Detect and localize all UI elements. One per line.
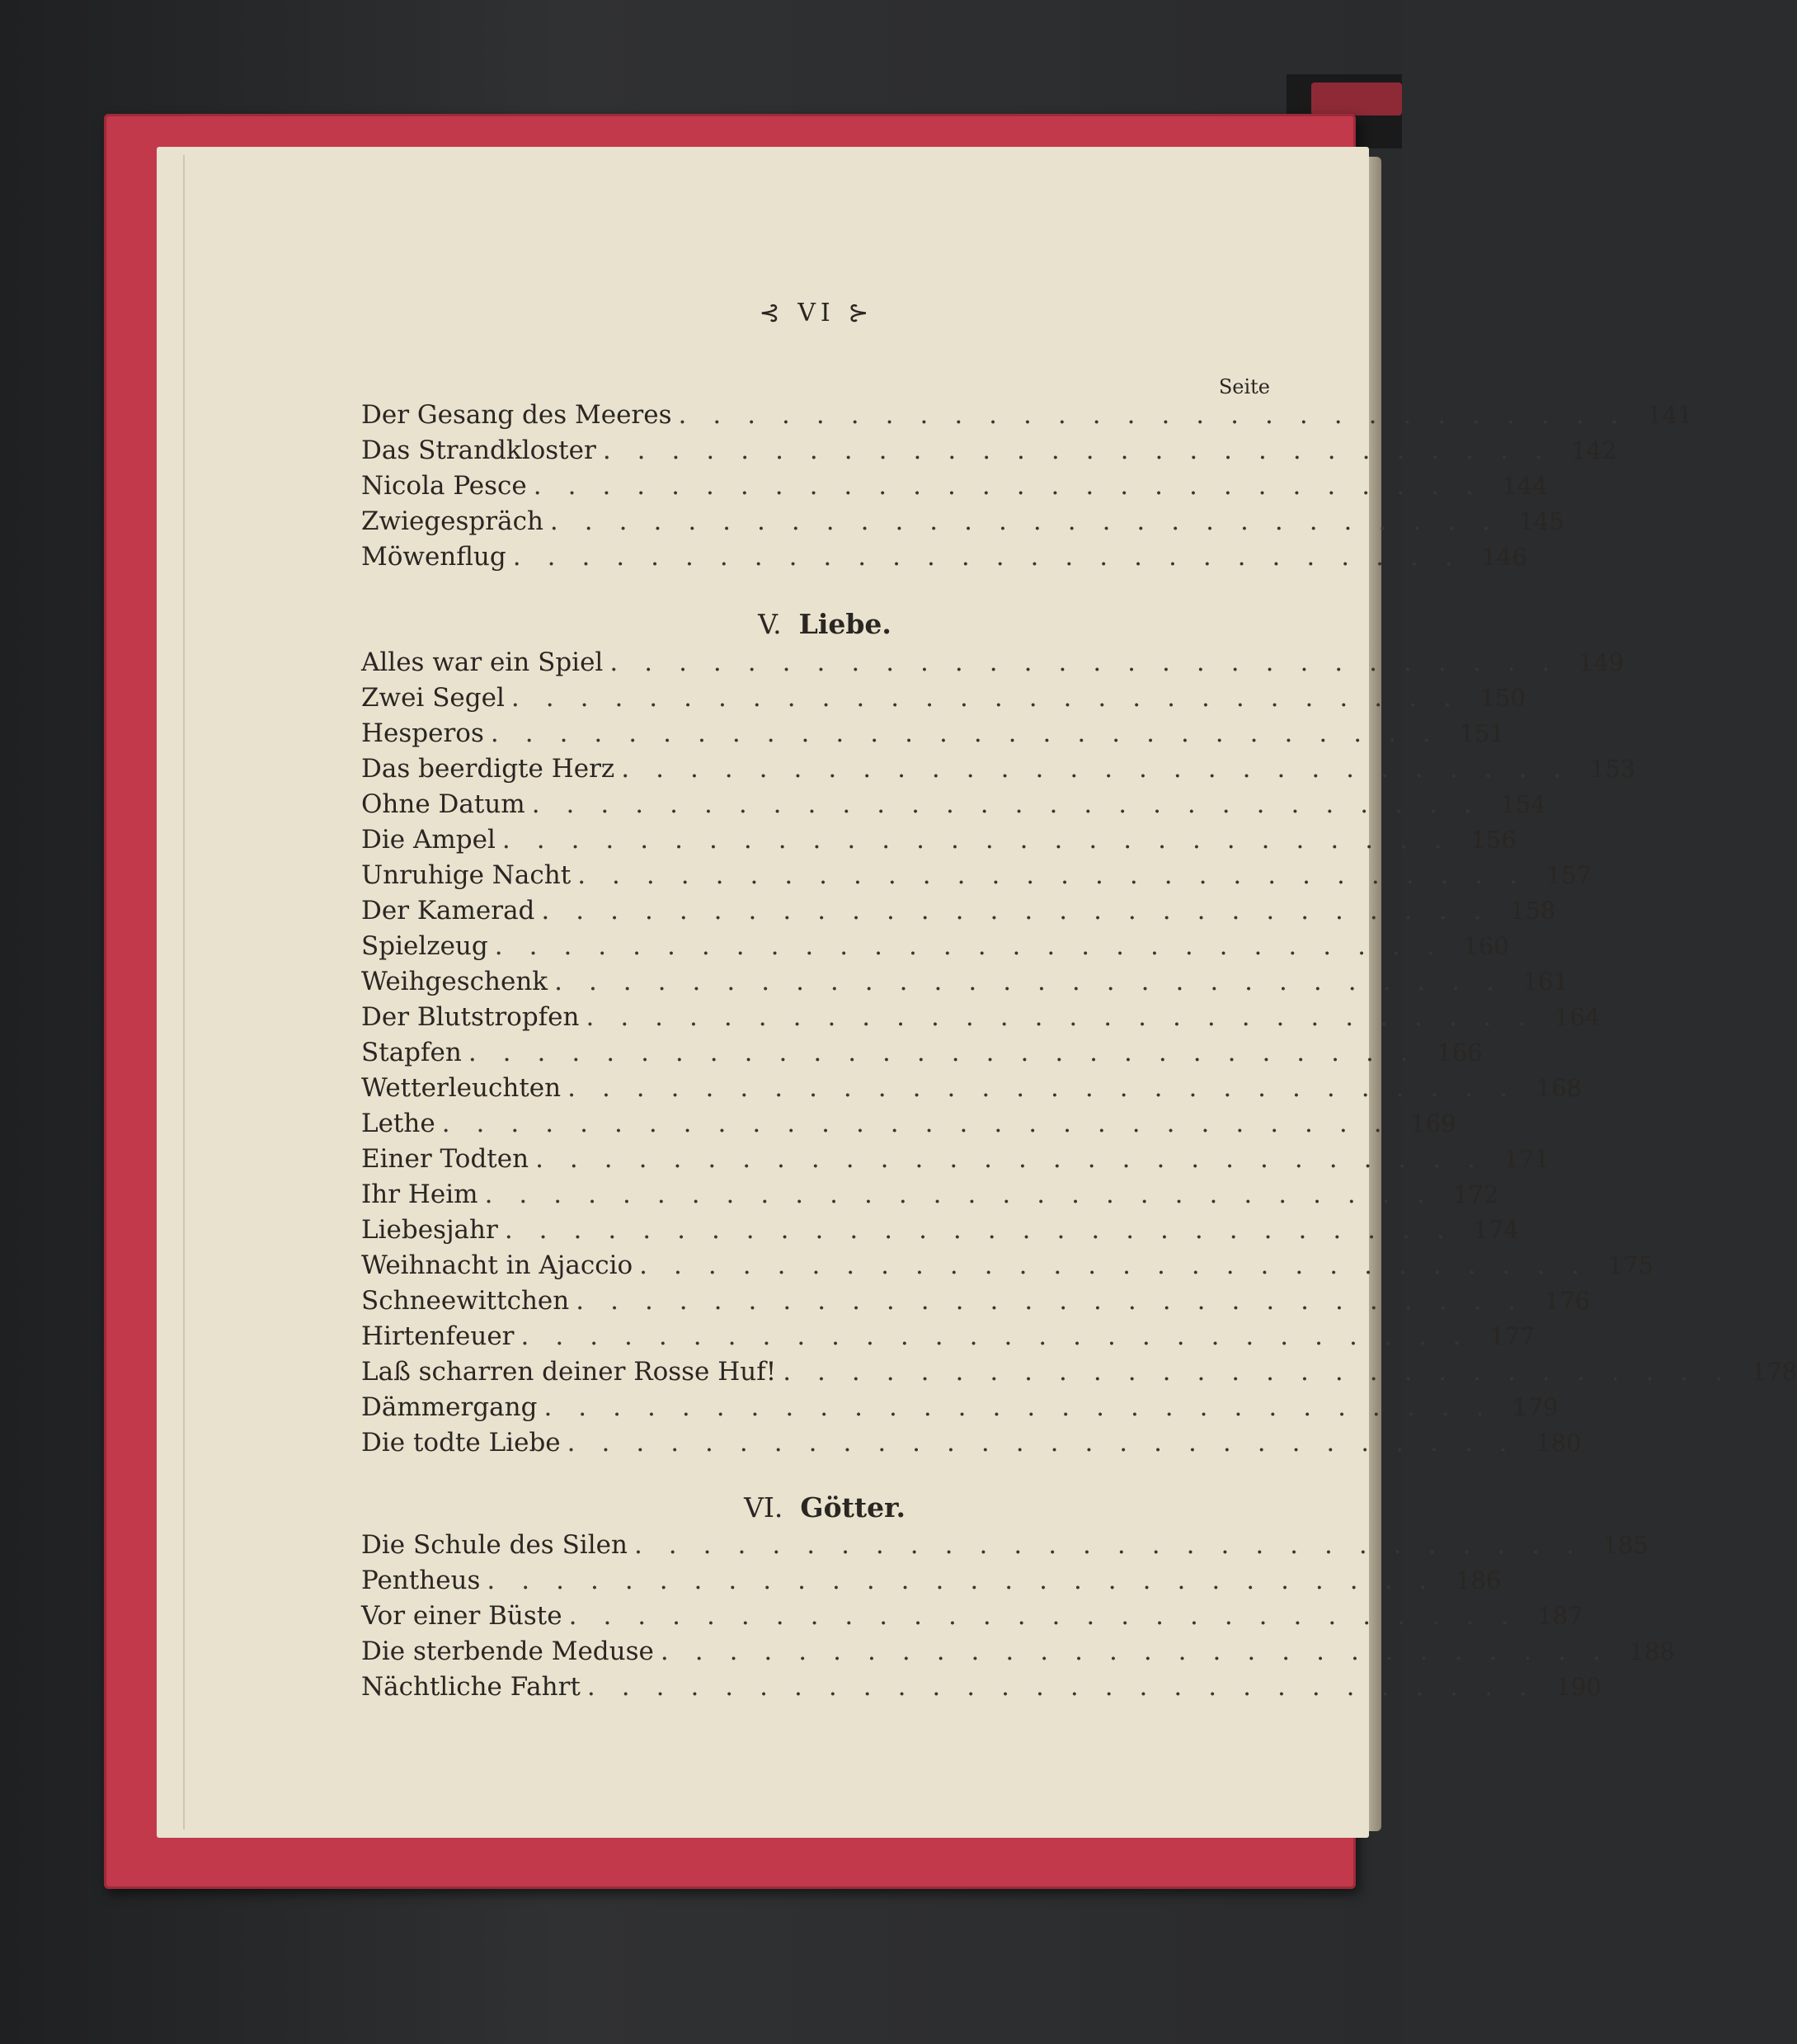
leader-dots: ............................ [490,718,1457,748]
entry-page: 153 [1589,755,1636,783]
toc-entry [361,400,1693,435]
entry-title: Laß scharren deiner Rosse Huf! [361,1357,777,1387]
entry-title: Pentheus [361,1566,481,1595]
entry-title: Schneewittchen [361,1286,570,1316]
toc-entry [361,789,1546,824]
entry-page: 180 [1536,1429,1582,1457]
entry-page: 144 [1502,472,1548,500]
leader-dots: ............................ [543,1392,1511,1422]
toc-entry [361,1109,1456,1143]
leader-dots: ............................ [567,1428,1534,1458]
entry-page: 146 [1481,543,1527,571]
entry-title: Lethe [361,1109,435,1138]
leader-dots: ............................ [510,683,1478,713]
toc-entry [361,1038,1483,1072]
toc-entry [361,1357,1797,1392]
entry-title: Unruhige Nacht [361,860,572,890]
leader-dots: ............................ [533,471,1500,501]
leader-dots: ............................ [494,931,1461,961]
toc-entry [361,1637,1675,1671]
entry-page: 158 [1509,897,1556,925]
leader-dots: ............................ [586,1672,1554,1702]
gutter-line [183,155,185,1830]
leader-dots: ............................ [568,1601,1536,1631]
toc-entry [361,542,1527,577]
entry-page: 172 [1453,1180,1499,1208]
entry-title: Stapfen [361,1038,462,1067]
entry-title: Die sterbende Meduse [361,1637,654,1666]
entry-page: 187 [1537,1602,1583,1630]
entry-page: 174 [1473,1216,1519,1244]
section-name: Götter. [800,1491,906,1524]
entry-page: 149 [1578,648,1625,676]
entry-title: Wetterleuchten [361,1073,562,1103]
entry-page: 171 [1503,1145,1550,1173]
entry-title: Weihgeschenk [361,967,548,996]
entry-title: Möwenflug [361,542,506,572]
entry-title: Die todte Liebe [361,1428,561,1458]
leader-dots: ............................ [586,1002,1553,1032]
entry-page: 164 [1555,1003,1601,1031]
entry-title: Vor einer Büste [361,1601,562,1631]
entry-title: Nicola Pesce [361,471,527,501]
entry-title: Die Ampel [361,825,496,855]
entry-title: Ihr Heim [361,1180,478,1209]
entry-title: Einer Todten [361,1144,529,1174]
toc-entry [361,1392,1559,1427]
entry-title: Dämmergang [361,1392,538,1422]
leader-dots: ............................ [541,896,1508,925]
entry-title: Spielzeug [361,931,488,961]
toc-entry [361,931,1509,966]
toc-entry [361,1321,1536,1356]
entry-page: 166 [1437,1038,1483,1067]
leader-dots: ............................ [531,789,1498,819]
entry-page: 176 [1544,1287,1591,1315]
entry-page: 150 [1479,684,1526,712]
header-ornament-left: ⊰ [759,299,785,327]
entry-page: 177 [1489,1322,1536,1350]
toc-entry [361,1215,1519,1250]
leader-dots: ............................ [639,1250,1606,1280]
leader-dots: ............................ [577,860,1545,890]
toc-entry [361,648,1625,682]
leader-dots: ............................ [487,1566,1454,1595]
leader-dots: ............................ [549,506,1517,536]
section-numeral: VI. [744,1491,783,1524]
toc-entry [361,506,1564,541]
toc-entry [361,1073,1583,1108]
entry-title: Alles war ein Spiel [361,648,604,677]
toc-entry [361,754,1636,789]
entry-title: Ohne Datum [361,789,525,819]
toc-entry [361,1180,1499,1214]
toc-entry [361,1250,1654,1285]
leader-dots: ............................ [602,436,1569,465]
entry-page: 178 [1751,1358,1797,1386]
entry-page: 156 [1470,826,1517,854]
entry-page: 188 [1629,1637,1675,1665]
entry-page: 160 [1463,932,1509,960]
entry-page: 142 [1571,436,1617,464]
entry-title: Hesperos [361,718,484,748]
toc-entry [361,683,1526,718]
entry-page: 141 [1647,401,1693,429]
entry-title: Zwei Segel [361,683,505,713]
toc-entry [361,471,1548,506]
leader-dots: ............................ [633,1530,1601,1560]
toc-entry [361,1144,1550,1179]
entry-title: Das beerdigte Herz [361,754,615,784]
page-header [717,299,915,327]
toc-entry [361,1286,1591,1321]
toc-entry [361,1002,1601,1037]
entry-page: 186 [1455,1566,1502,1594]
toc-entry [361,1428,1582,1462]
toc-entry [361,825,1517,860]
entry-title: Weihnacht in Ajaccio [361,1250,633,1280]
entry-page: 185 [1602,1531,1649,1559]
entry-page: 175 [1607,1251,1654,1279]
leader-dots: ............................ [520,1321,1488,1351]
toc-entry [361,896,1556,930]
toc-entry [361,860,1592,895]
entry-page: 168 [1536,1074,1583,1102]
entry-page: 145 [1518,507,1564,535]
leader-dots: ............................ [554,967,1522,996]
header-ornament-right: ⊱ [848,299,874,327]
entry-title: Zwiegespräch [361,506,543,536]
section-heading-goetter [577,1491,1072,1524]
entry-page: 190 [1555,1673,1602,1701]
section-heading-liebe [577,608,1072,640]
leader-dots: ............................ [501,825,1469,855]
leader-dots: ............................ [678,400,1645,430]
toc-entry [361,1672,1602,1707]
leader-dots: ............................ [609,648,1577,677]
toc-entry [361,967,1569,1001]
leader-dots: ............................ [441,1109,1409,1138]
entry-page: 157 [1545,861,1592,889]
entry-page: 154 [1500,790,1546,818]
entry-title: Der Gesang des Meeres [361,400,672,430]
leader-dots: ............................ [567,1073,1535,1103]
leader-dots: ............................ [468,1038,1435,1067]
leader-dots: ............................ [576,1286,1543,1316]
entry-page: 169 [1410,1109,1456,1137]
entry-title: Der Kamerad [361,896,535,925]
toc-entry [361,1566,1502,1600]
entry-title: Das Strandkloster [361,436,596,465]
entry-page: 161 [1522,968,1569,996]
entry-title: Nächtliche Fahrt [361,1672,581,1702]
page-number-roman: VI [797,299,835,327]
entry-title: Die Schule des Silen [361,1530,628,1560]
leader-dots: ............................ [660,1637,1627,1666]
entry-title: Der Blutstropfen [361,1002,580,1032]
leader-dots: ............................ [484,1180,1451,1209]
toc-entry [361,718,1505,753]
leader-dots: ............................ [621,754,1588,784]
entry-page: 151 [1459,719,1505,747]
leader-dots: ............................ [512,542,1479,572]
entry-title: Liebesjahr [361,1215,498,1245]
leader-dots: ............................ [535,1144,1502,1174]
toc-entry [361,1601,1583,1636]
background-book-spine [1311,82,1402,115]
leader-dots: ............................ [783,1357,1750,1387]
section-numeral: V. [758,608,782,640]
section-name: Liebe. [798,608,891,640]
seite-column-label: Seite [1218,375,1270,398]
entry-title: Hirtenfeuer [361,1321,515,1351]
toc-entry [361,1530,1649,1565]
toc-entry [361,436,1617,470]
leader-dots: ............................ [504,1215,1471,1245]
entry-page: 179 [1512,1393,1559,1421]
